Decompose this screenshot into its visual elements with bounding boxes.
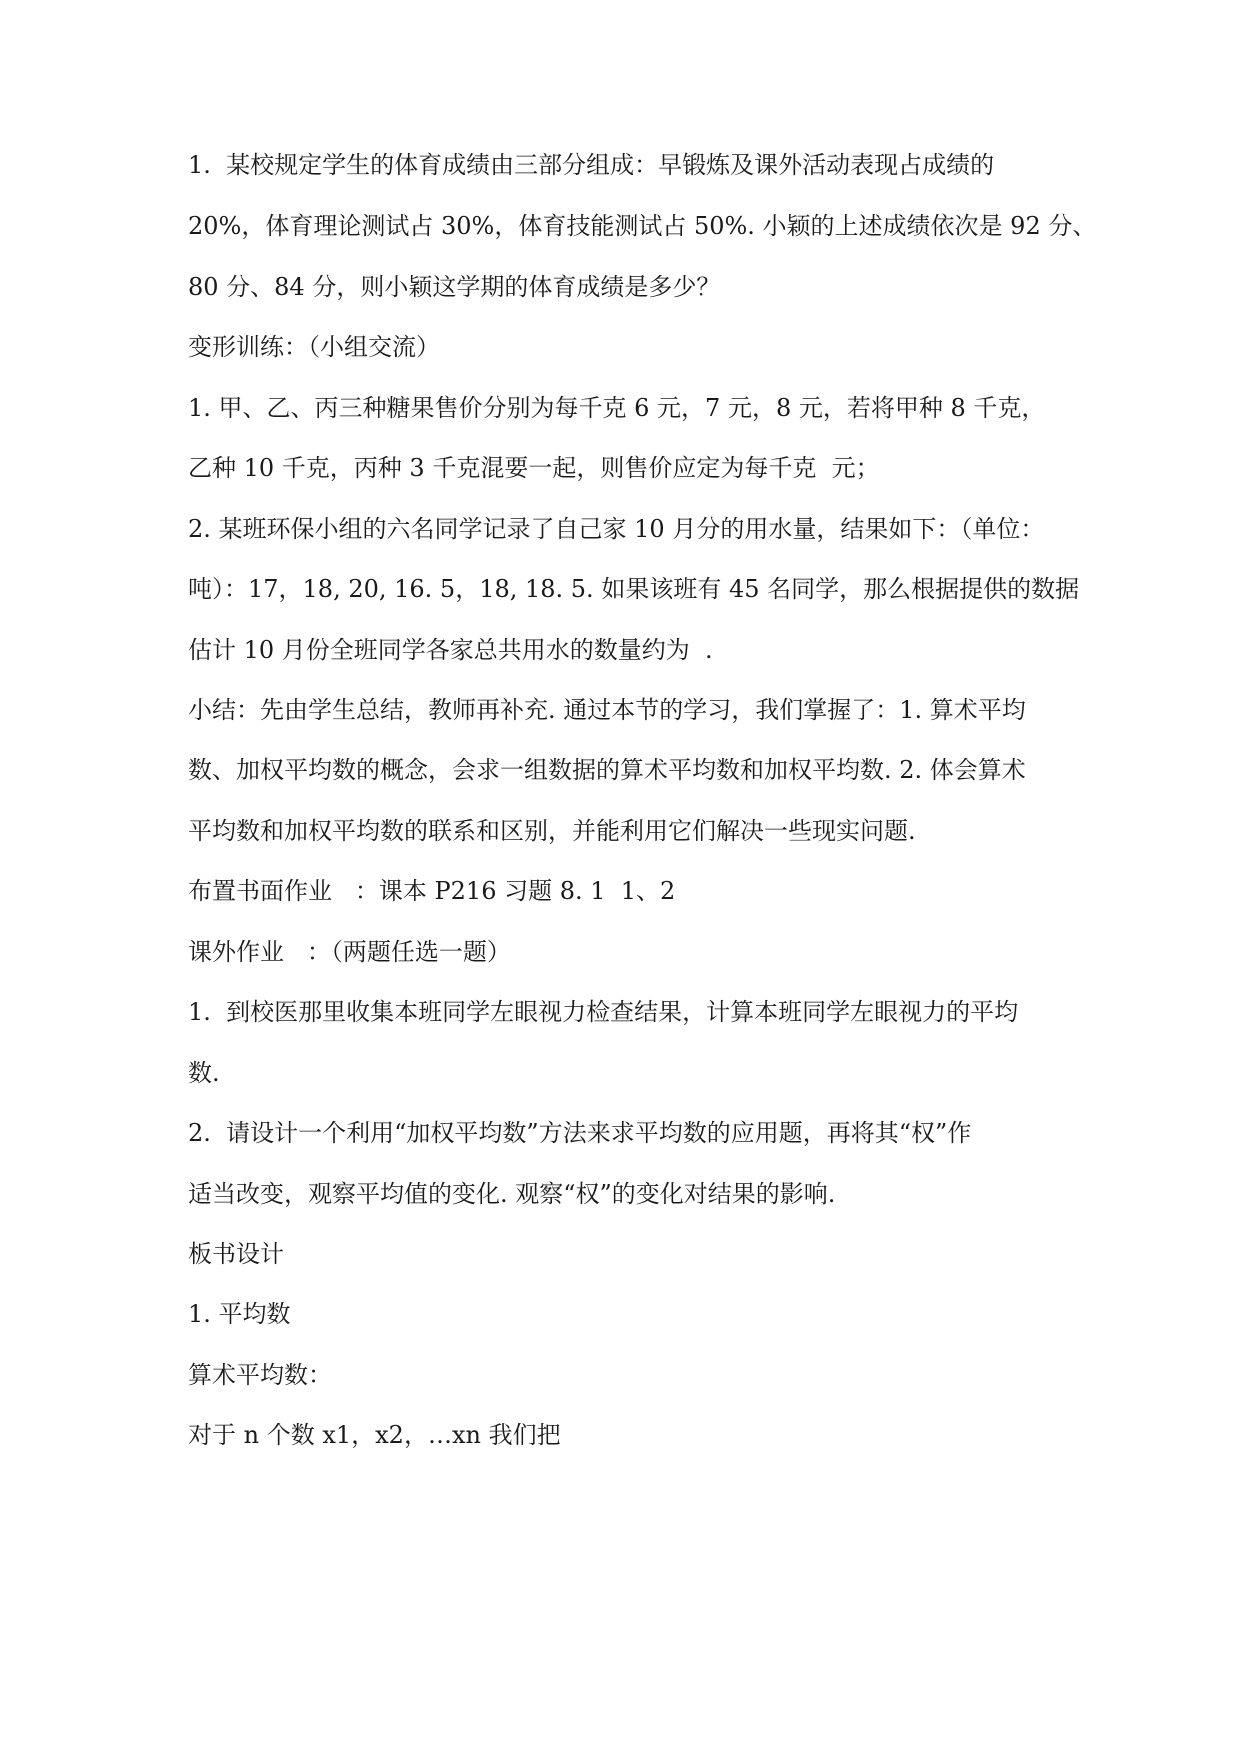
blackboard-design-heading: 板书设计	[188, 1240, 284, 1268]
extracurricular-2-line-2: 适当改变，观察平均值的变化. 观察“权”的变化对结果的影响.	[188, 1180, 836, 1208]
problem-1-line-2: 20%，体育理论测试占 30%，体育技能测试占 50%. 小颖的上述成绩依次是 92 分、	[188, 212, 1097, 240]
variation-2-line-2: 吨）：17，18, 20, 16. 5，18, 18. 5. 如果该班有 45 名同学，那么根据提供的数据	[188, 575, 1080, 603]
variation-1-line-2: 乙种 10 千克，丙种 3 千克混要一起，则售价应定为每千克 元；	[188, 454, 880, 482]
extracurricular-2-line-1: 2. 请设计一个利用“加权平均数”方法来求平均数的应用题，再将其“权”作	[188, 1119, 972, 1147]
definition-line: 对于 n 个数 x1，x2，…xn 我们把	[188, 1421, 561, 1449]
extracurricular-1-line-1: 1. 到校医那里收集本班同学左眼视力检查结果，计算本班同学左眼视力的平均	[188, 998, 1019, 1026]
summary-line-2: 数、加权平均数的概念，会求一组数据的算术平均数和加权平均数. 2. 体会算术	[188, 756, 1026, 784]
extracurricular-1-line-2: 数.	[188, 1059, 220, 1087]
variation-2-line-3: 估计 10 月份全班同学各家总共用水的数量约为 .	[188, 636, 713, 664]
problem-1-line-3: 80 分、84 分，则小颖这学期的体育成绩是多少？	[188, 273, 721, 301]
arithmetic-mean-heading: 算术平均数：	[188, 1361, 332, 1389]
section-average: 1. 平均数	[188, 1300, 291, 1328]
extracurricular-heading: 课外作业 ：（两题任选一题）	[188, 938, 511, 966]
summary-line-1: 小结：先由学生总结，教师再补充. 通过本节的学习，我们掌握了：1. 算术平均	[188, 696, 1026, 724]
variation-1-line-1: 1. 甲、乙、丙三种糖果售价分别为每千克 6 元，7 元，8 元，若将甲种 8 千克，	[188, 394, 1046, 422]
summary-line-3: 平均数和加权平均数的联系和区别，并能利用它们解决一些现实问题.	[188, 817, 916, 845]
variation-heading: 变形训练：（小组交流）	[188, 333, 440, 361]
problem-1-line-1: 1. 某校规定学生的体育成绩由三部分组成：早锻炼及课外活动表现占成绩的	[188, 151, 995, 179]
homework-assignment: 布置书面作业 ：课本 P216 习题 8. 1 1、2	[188, 877, 676, 905]
variation-2-line-1: 2. 某班环保小组的六名同学记录了自己家 10 月分的用水量，结果如下：（单位：	[188, 515, 1045, 543]
